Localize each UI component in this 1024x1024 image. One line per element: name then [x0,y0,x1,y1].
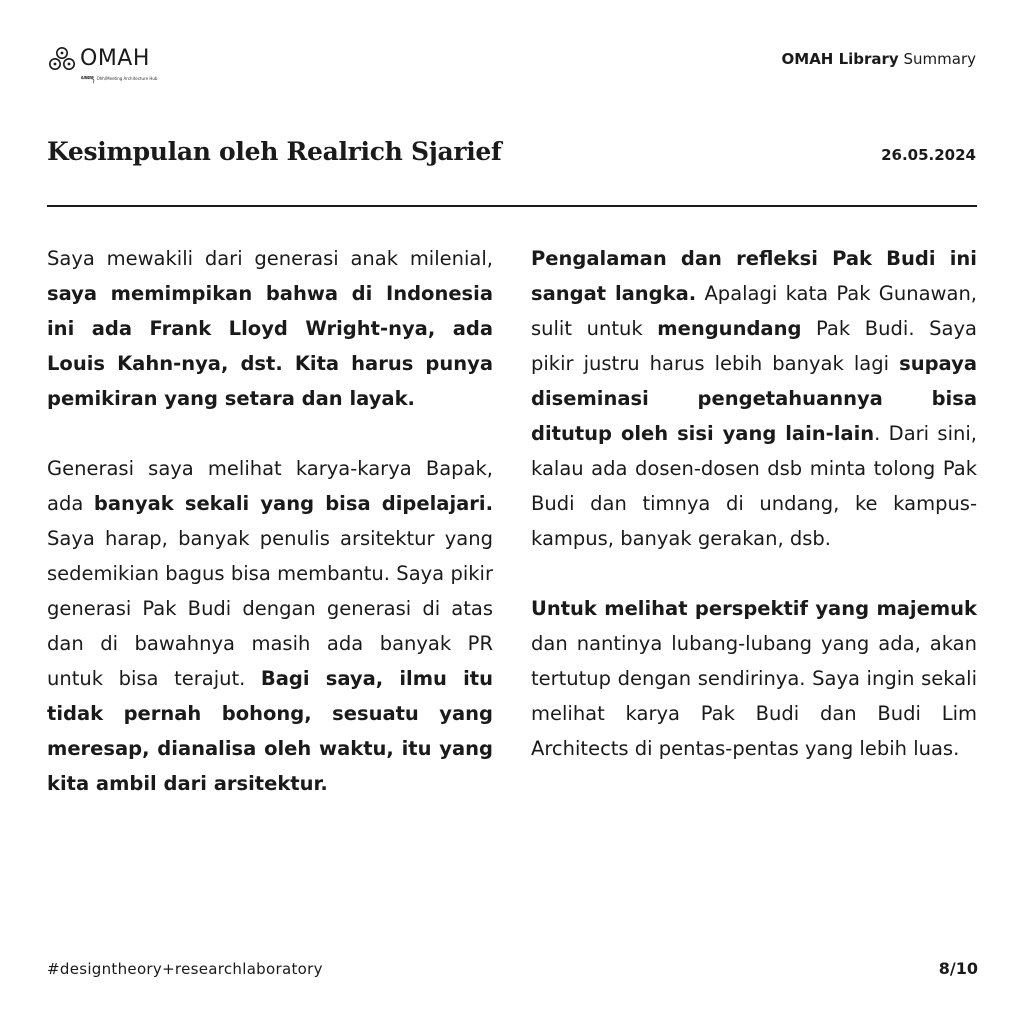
brand-label-bold: OMAH Library [781,50,899,68]
logo-tagline: Ohh/Meeting Architecture Hub [96,76,158,81]
bold-run: Bagi saya, ilmu itu tidak pernah bohong, sesuatu yang meresap, dianalisa oleh waktu, itu yang kita ambil dari arsitektur. [47,667,493,795]
header-divider [47,205,977,207]
omah-logo [47,46,157,84]
bold-run: mengundang [657,317,802,340]
text-run: . Dari sini, kalau ada dosen-dosen dsb minta tolong Pak Budi dan timnya di undang, ke kampus-kampus, banyak gerakan, dsb. [531,422,977,550]
bold-run: Pengalaman dan refleksi Pak Budi ini sangat langka. [531,247,977,305]
bold-run: Untuk melihat perspektif yang majemuk [531,597,977,620]
bold-run: banyak sekali yang bisa dipelajari. [93,492,493,515]
right-paragraph-2 [531,591,977,766]
logo-javanese-mark: ꦲꦩꦃ [81,75,94,81]
bold-run: supaya diseminasi pengetahuannya bisa ditutup oleh sisi yang lain-lain [531,352,977,445]
bold-run: saya memimpikan bahwa di Indonesia ini ada Frank Lloyd Wright-nya, ada Louis Kahn-nya, dst. Kita harus punya pemikiran yang setara dan layak. [47,282,493,410]
publish-date: 26.05.2024 [881,146,976,164]
text-run: dan nantinya lubang-lubang yang ada, akan tertutup dengan sendirinya. Saya ingin sekali melihat karya Pak Budi dan Budi Lim Architects di pentas-pentas yang lebih luas. [531,632,977,760]
left-column [47,241,493,836]
right-paragraph-1 [531,241,977,556]
page-indicator: 8/10 [938,959,978,978]
text-run: Pak Budi. Saya pikir justru harus lebih banyak lagi [531,317,977,375]
hashtag-footer: #designtheory+researchlaboratory [47,960,323,978]
left-paragraph-2 [47,451,493,801]
logo-wordmark: OMAH [80,46,150,71]
text-run: Saya harap, banyak penulis arsitektur yang sedemikian bagus bisa membantu. Saya pikir generasi Pak Budi dengan generasi di atas dan di bawahnya masih ada banyak PR untuk bisa terajut. [47,527,493,690]
omah-logo-icon [47,46,77,72]
right-column [531,241,977,801]
text-run: Saya mewakili dari generasi anak milenial, [47,247,493,270]
left-paragraph-1 [47,241,493,416]
text-run: Apalagi kata Pak Gunawan, sulit untuk [531,282,978,340]
text-run: Generasi saya melihat karya-karya Bapak, ada [47,457,493,515]
brand-label-rest: Summary [903,50,976,68]
brand-label [782,49,976,69]
page-title: Kesimpulan oleh Realrich Sjarief [47,137,502,166]
